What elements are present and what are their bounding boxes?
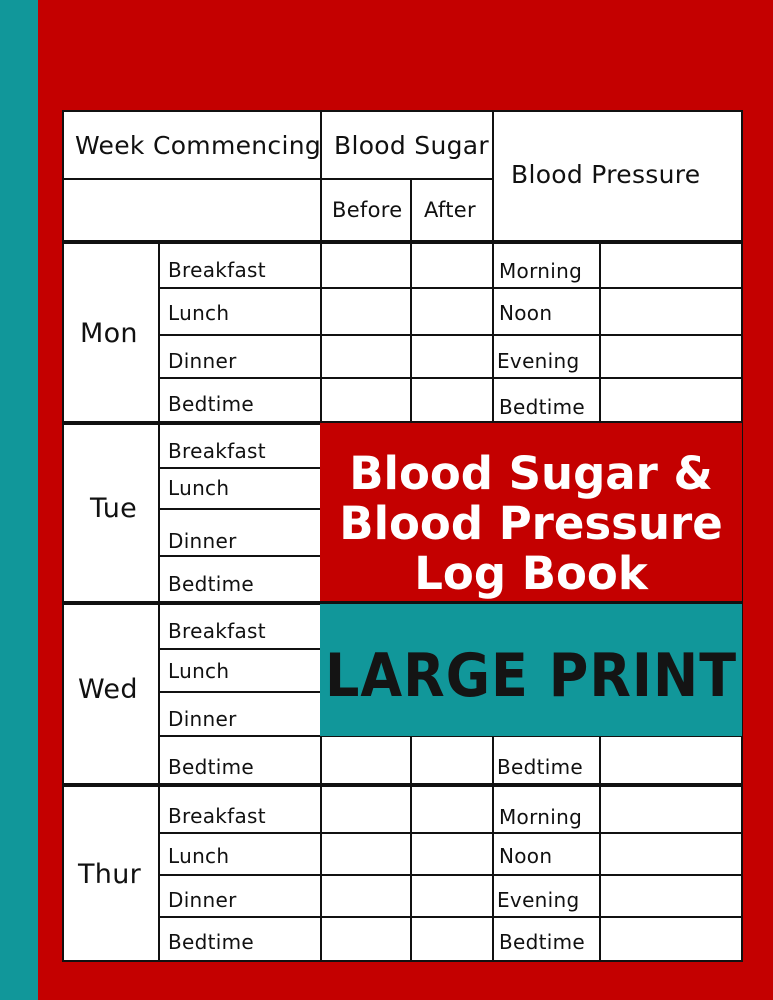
book-title-line: Blood Pressure	[339, 497, 723, 550]
week-commencing-label: Week Commencing	[75, 131, 322, 160]
meal-label: Dinner	[168, 349, 237, 373]
meal-label: Lunch	[168, 301, 230, 325]
large-print-label: LARGE PRINT	[324, 640, 738, 711]
time-label: Bedtime	[497, 755, 584, 779]
table-border-left	[62, 110, 64, 962]
row-line	[158, 874, 743, 876]
time-label: Evening	[497, 888, 580, 912]
day-label-thur: Thur	[78, 859, 142, 890]
row-line	[158, 916, 743, 918]
row-line	[158, 832, 743, 834]
table-border-bottom	[62, 960, 743, 962]
meal-label: Lunch	[168, 659, 230, 683]
row-line	[158, 555, 320, 557]
row-line	[158, 508, 320, 510]
meal-label: Bedtime	[168, 930, 255, 954]
blood-pressure-label: Blood Pressure	[511, 160, 701, 189]
meal-label: Breakfast	[168, 439, 266, 463]
day-label-mon: Mon	[80, 318, 138, 349]
time-col-divider	[599, 736, 601, 962]
row-line	[158, 648, 320, 650]
meal-label: Breakfast	[168, 619, 266, 643]
time-label: Noon	[499, 844, 553, 868]
header-col-divider	[410, 178, 412, 240]
after-col-divider	[492, 736, 494, 962]
meal-label: Bedtime	[168, 392, 255, 416]
day-separator	[62, 783, 743, 787]
header-col-divider	[320, 110, 322, 240]
meal-label: Bedtime	[168, 755, 255, 779]
meal-label: Dinner	[168, 529, 237, 553]
large-print-panel	[320, 604, 742, 736]
before-label: Before	[332, 198, 403, 222]
time-label: Noon	[499, 301, 553, 325]
header-divider	[62, 178, 493, 180]
day-label-tue: Tue	[90, 493, 138, 524]
time-label: Bedtime	[499, 395, 586, 419]
day-separator	[62, 240, 743, 244]
day-label-wed: Wed	[78, 674, 138, 705]
book-title-line: Log Book	[414, 547, 648, 600]
meal-label: Dinner	[168, 888, 237, 912]
book-spine	[0, 0, 38, 1000]
meal-label: Bedtime	[168, 572, 255, 596]
meal-label: Lunch	[168, 476, 230, 500]
meal-col-divider	[320, 240, 322, 962]
header-col-divider	[492, 110, 494, 240]
day-col-divider	[158, 240, 160, 962]
time-col-divider	[599, 240, 601, 421]
after-label: After	[424, 198, 476, 222]
time-label: Evening	[497, 349, 580, 373]
row-line	[158, 287, 743, 289]
blood-sugar-label: Blood Sugar	[334, 131, 489, 160]
table-border-top	[62, 110, 743, 112]
row-line	[158, 691, 320, 693]
row-line	[158, 377, 743, 379]
meal-label: Dinner	[168, 707, 237, 731]
time-label: Morning	[499, 259, 583, 283]
book-title-line: Blood Sugar &	[349, 447, 713, 500]
book-title-panel	[320, 423, 742, 601]
before-col-divider	[410, 240, 412, 421]
after-col-divider	[492, 240, 494, 421]
row-line	[158, 334, 743, 336]
time-label: Morning	[499, 805, 583, 829]
time-label: Bedtime	[499, 930, 586, 954]
meal-label: Breakfast	[168, 804, 266, 828]
meal-label: Lunch	[168, 844, 230, 868]
before-col-divider	[410, 736, 412, 962]
meal-label: Breakfast	[168, 258, 266, 282]
row-line	[158, 467, 320, 469]
